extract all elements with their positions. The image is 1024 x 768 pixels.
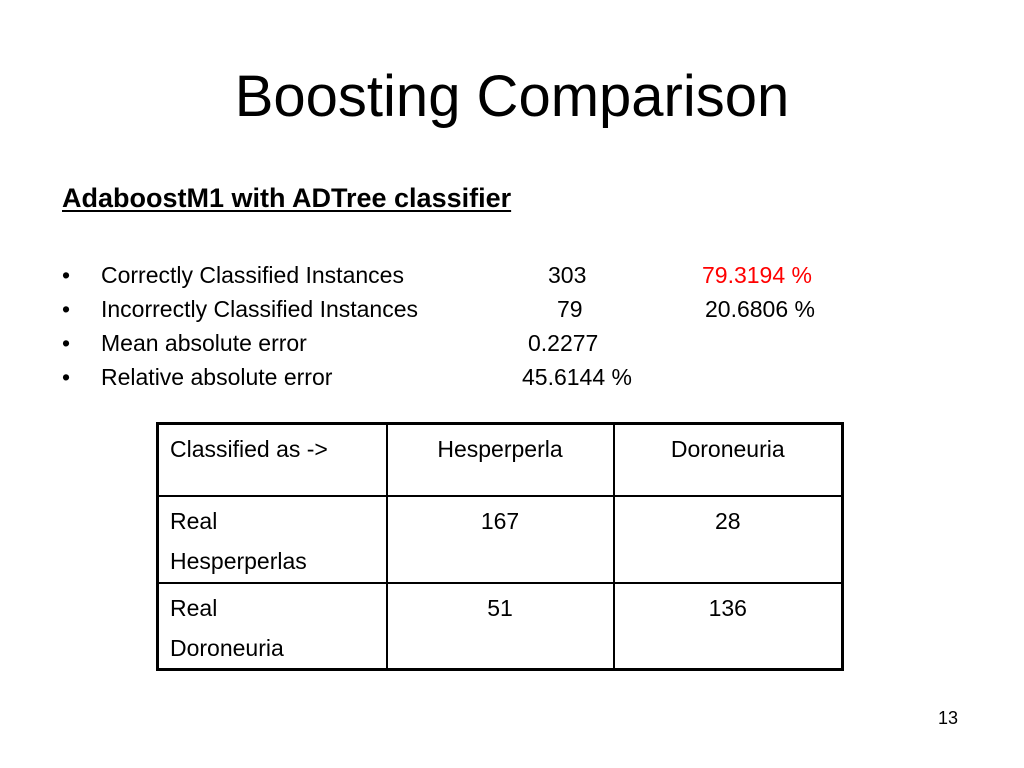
bullet-label: Mean absolute error <box>101 330 307 356</box>
table-header-cell: Hesperperla <box>387 424 614 496</box>
bullet-label: Relative absolute error <box>101 364 333 390</box>
confusion-matrix-table <box>156 422 844 671</box>
table-cell: 136 <box>614 583 843 670</box>
row-label-line: Real <box>170 594 218 621</box>
bullet-incorrectly-classified <box>0 292 1024 326</box>
row-label-line: Hesperperlas <box>170 547 307 574</box>
table-header-cell: Classified as -> <box>158 424 387 496</box>
table-row-label <box>158 496 387 583</box>
slide-title: Boosting Comparison <box>234 64 790 129</box>
bullet-marker: • <box>62 330 71 356</box>
table-header-row <box>158 424 843 496</box>
table-cell: 28 <box>614 496 843 583</box>
row-label-line: Real <box>170 507 218 534</box>
bullet-value: 79 <box>557 296 583 322</box>
bullet-marker: • <box>62 296 71 322</box>
bullet-percent-highlight: 79.3194 % <box>702 262 812 288</box>
table-row <box>158 583 843 670</box>
row-label-line: Doroneuria <box>170 634 284 661</box>
bullet-value: 45.6144 % <box>522 364 632 390</box>
bullet-correctly-classified <box>0 258 1024 292</box>
bullet-marker: • <box>62 364 71 390</box>
table-cell: 51 <box>387 583 614 670</box>
bullet-percent: 20.6806 % <box>705 296 815 322</box>
table-header-cell: Doroneuria <box>614 424 843 496</box>
table-cell: 167 <box>387 496 614 583</box>
bullet-value: 303 <box>548 262 587 288</box>
bullet-mean-absolute-error <box>0 326 1024 360</box>
bullet-marker: • <box>62 262 71 288</box>
table-row <box>158 496 843 583</box>
slide-subtitle: AdaboostM1 with ADTree classifier <box>62 183 512 213</box>
page-number: 13 <box>938 708 959 728</box>
bullet-value: 0.2277 <box>528 330 599 356</box>
bullet-label: Correctly Classified Instances <box>101 262 404 288</box>
bullet-relative-absolute-error <box>0 360 1024 394</box>
table-row-label <box>158 583 387 670</box>
results-bullet-list <box>0 258 1024 394</box>
bullet-label: Incorrectly Classified Instances <box>101 296 419 322</box>
